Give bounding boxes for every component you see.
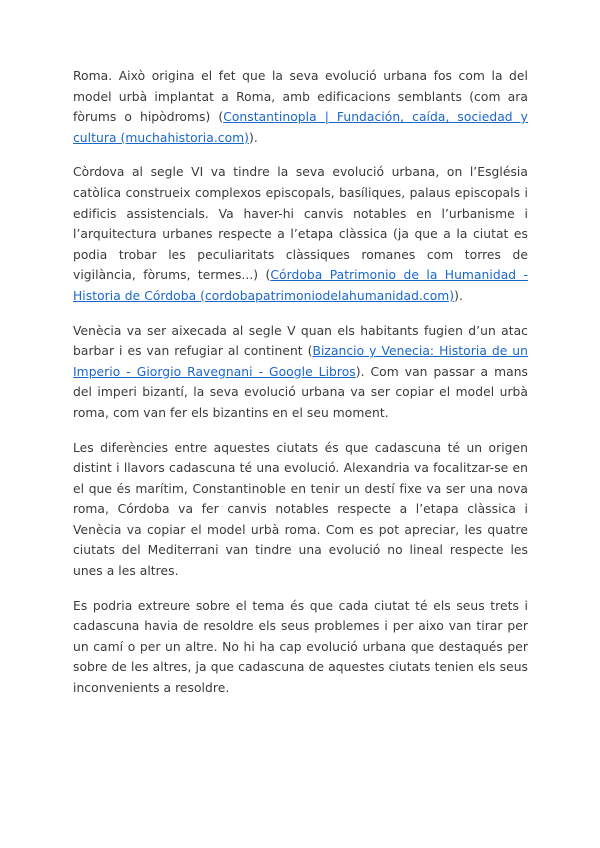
paragraph-text: Les diferències entre aquestes ciutats és que cadascuna té un origen distint i llavors cadascuna té una evolució. Alexandria va focalitzar-se en el que és marítim, Constantinoble en tenir un destí fixe va ser una nova roma, Córdoba va fer canvis notables respecte a l’etapa clàssica i Venècia va copiar el model urbà roma. Com es pot apreciar, les quatre ciutats del Mediterrani van tindre una evolució no lineal respecte les unes a les altres. — [73, 440, 528, 579]
paragraph-text: ). — [454, 288, 463, 303]
paragraph-text: Còrdova al segle VI va tindre la seva evolució urbana, on l’Església catòlica construeix complexos episcopals, basíliques, palaus episcopals i edificis assistencials. Va haver-hi canvis notables en l’urbanisme i l’arquitectura urbanes respecte a l’etapa clàssica (ja que a la ciutat es podia trobar les peculiaritats clàssiques romanes com torres de vigilància, fòrums, termes...) ( — [73, 165, 528, 283]
paragraph-conclusion — [73, 596, 528, 699]
link-constantinopla[interactable]: Constantinopla | Fundación, caída, sociedad y cultura (muchahistoria.com) — [73, 110, 528, 145]
paragraph-text: Es podria extreure sobre el tema és que cada ciutat té els seus trets i cadascuna havia de resoldre els seus problemes i per aixo van tirar per un camí o per un altre. No hi ha cap evolució urbana que destaqués per sobre de les altres, ja que cadascuna de aquestes ciutats tenien els seus inconvenients a resoldre. — [73, 598, 528, 696]
paragraph-cordoba — [73, 162, 528, 306]
link-bizancio-venecia[interactable]: Bizancio y Venecia: Historia de un Imperio - Giorgio Ravegnani - Google Libros — [73, 344, 528, 379]
link-cordoba-patrimonio[interactable]: Córdoba Patrimonio de la Humanidad - Historia de Córdoba (cordobapatrimoniodelahumanidad.com) — [73, 268, 529, 303]
paragraph-text: ). — [249, 130, 258, 145]
paragraph-text: Venècia va ser aixecada al segle V quan els habitants fugien d’un atac barbar i es van refugiar al continent ( — [73, 323, 528, 359]
paragraph-differences — [73, 438, 528, 582]
paragraph-constantinople — [73, 66, 528, 148]
paragraph-text: Roma. Això origina el fet que la seva evolució urbana fos com la del model urbà implantat a Roma, amb edificacions semblants (com ara fòrums o hipòdroms) ( — [73, 69, 528, 125]
paragraph-venice — [73, 321, 528, 424]
paragraph-text: ). Com van passar a mans del imperi bizantí, la seva evolució urbana va ser copiar el model urbà roma, com van fer els bizantins en el seu moment. — [73, 364, 528, 420]
